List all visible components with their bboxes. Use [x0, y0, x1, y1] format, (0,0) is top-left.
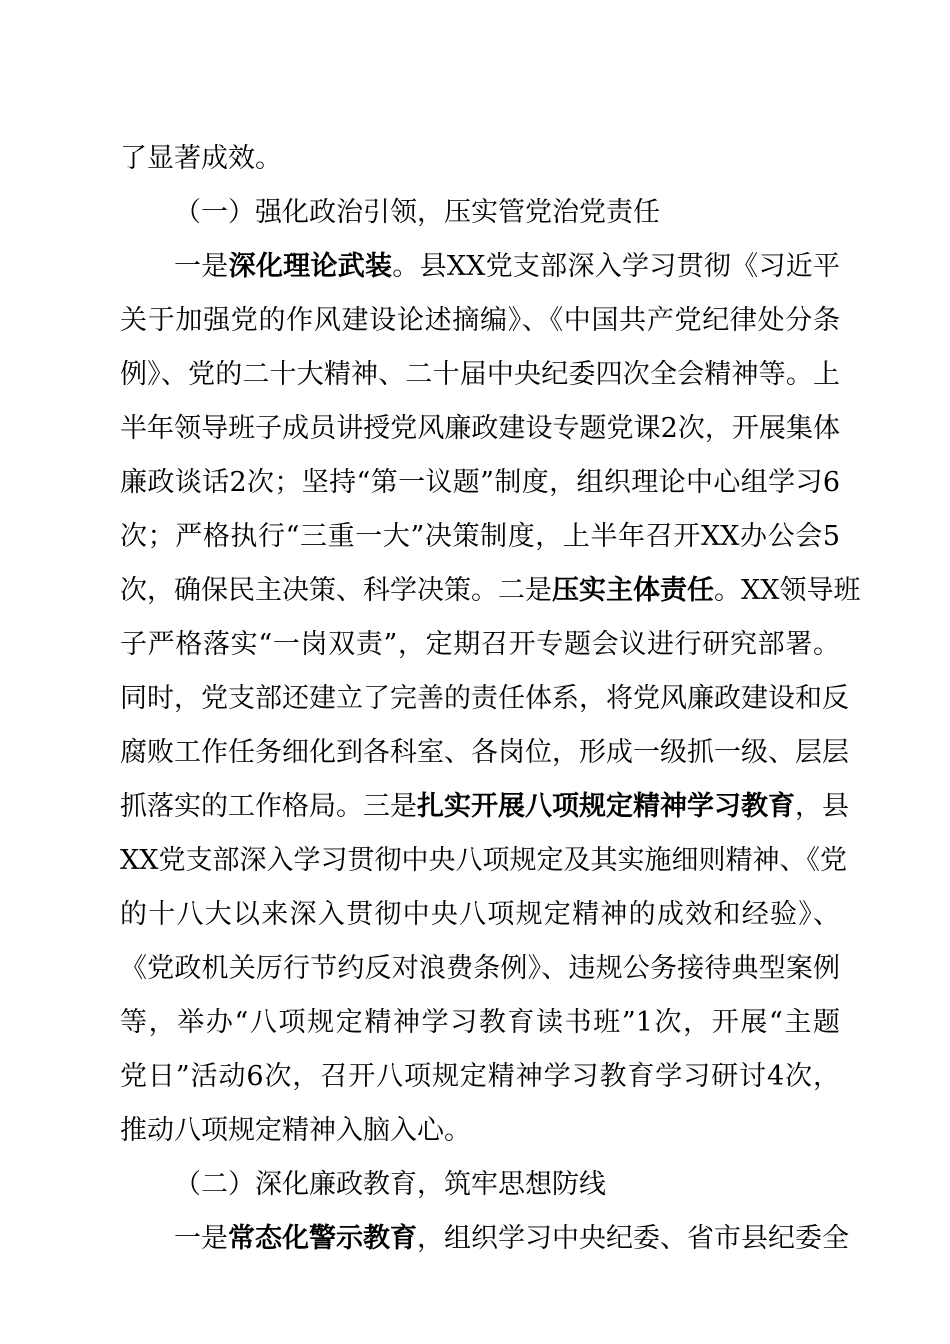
- paragraph-line: 一是常态化警示教育，组织学习中央纪委、省市县纪委全: [174, 1223, 849, 1254]
- paragraph-line: 推动八项规定精神入脑入心。: [120, 1115, 471, 1146]
- bold-keyword: 扎实开展八项规定精神学习教育: [417, 791, 795, 822]
- section-heading-2: （二）深化廉政教育，筑牢思想防线: [174, 1169, 606, 1200]
- paragraph-line: 了显著成效。: [120, 143, 282, 174]
- section-heading-1: （一）强化政治引领，压实管党治党责任: [174, 197, 660, 228]
- paragraph-line: 次，确保民主决策、科学决策。二是压实主体责任。XX领导班: [120, 575, 861, 606]
- paragraph-line: 廉政谈话2次；坚持“第一议题”制度，组织理论中心组学习6: [120, 467, 840, 498]
- bold-keyword: 压实主体责任: [552, 575, 714, 606]
- paragraph-line: 等，举办“八项规定精神学习教育读书班”1次，开展“主题: [120, 1007, 840, 1038]
- paragraph-line: 半年领导班子成员讲授党风廉政建设专题党课2次，开展集体: [120, 413, 840, 444]
- paragraph-line: 关于加强党的作风建设论述摘编》、《中国共产党纪律处分条: [120, 305, 840, 336]
- bold-keyword: 常态化警示教育: [228, 1223, 417, 1254]
- paragraph-line: 例》、党的二十大精神、二十届中央纪委四次全会精神等。上: [120, 359, 840, 390]
- paragraph-line: 子严格落实“一岗双责”，定期召开专题会议进行研究部署。: [120, 629, 840, 660]
- paragraph-line: 一是深化理论武装。县XX党支部深入学习贯彻《习近平: [174, 251, 841, 282]
- paragraph-line: XX党支部深入学习贯彻中央八项规定及其实施细则精神、《党: [120, 845, 847, 876]
- paragraph-line: 《党政机关厉行节约反对浪费条例》、违规公务接待典型案例: [120, 953, 840, 984]
- paragraph-line: 抓落实的工作格局。三是扎实开展八项规定精神学习教育，县: [120, 791, 849, 822]
- paragraph-line: 腐败工作任务细化到各科室、各岗位，形成一级抓一级、层层: [120, 737, 849, 768]
- paragraph-line: 次；严格执行“三重一大”决策制度，上半年召开XX办公会5: [120, 521, 840, 552]
- paragraph-line: 党日”活动6次，召开八项规定精神学习教育学习研讨4次，: [120, 1061, 840, 1092]
- paragraph-line: 同时，党支部还建立了完善的责任体系，将党风廉政建设和反: [120, 683, 849, 714]
- bold-keyword: 深化理论武装: [228, 251, 393, 282]
- paragraph-line: 的十八大以来深入贯彻中央八项规定精神的成效和经验》、: [120, 899, 840, 930]
